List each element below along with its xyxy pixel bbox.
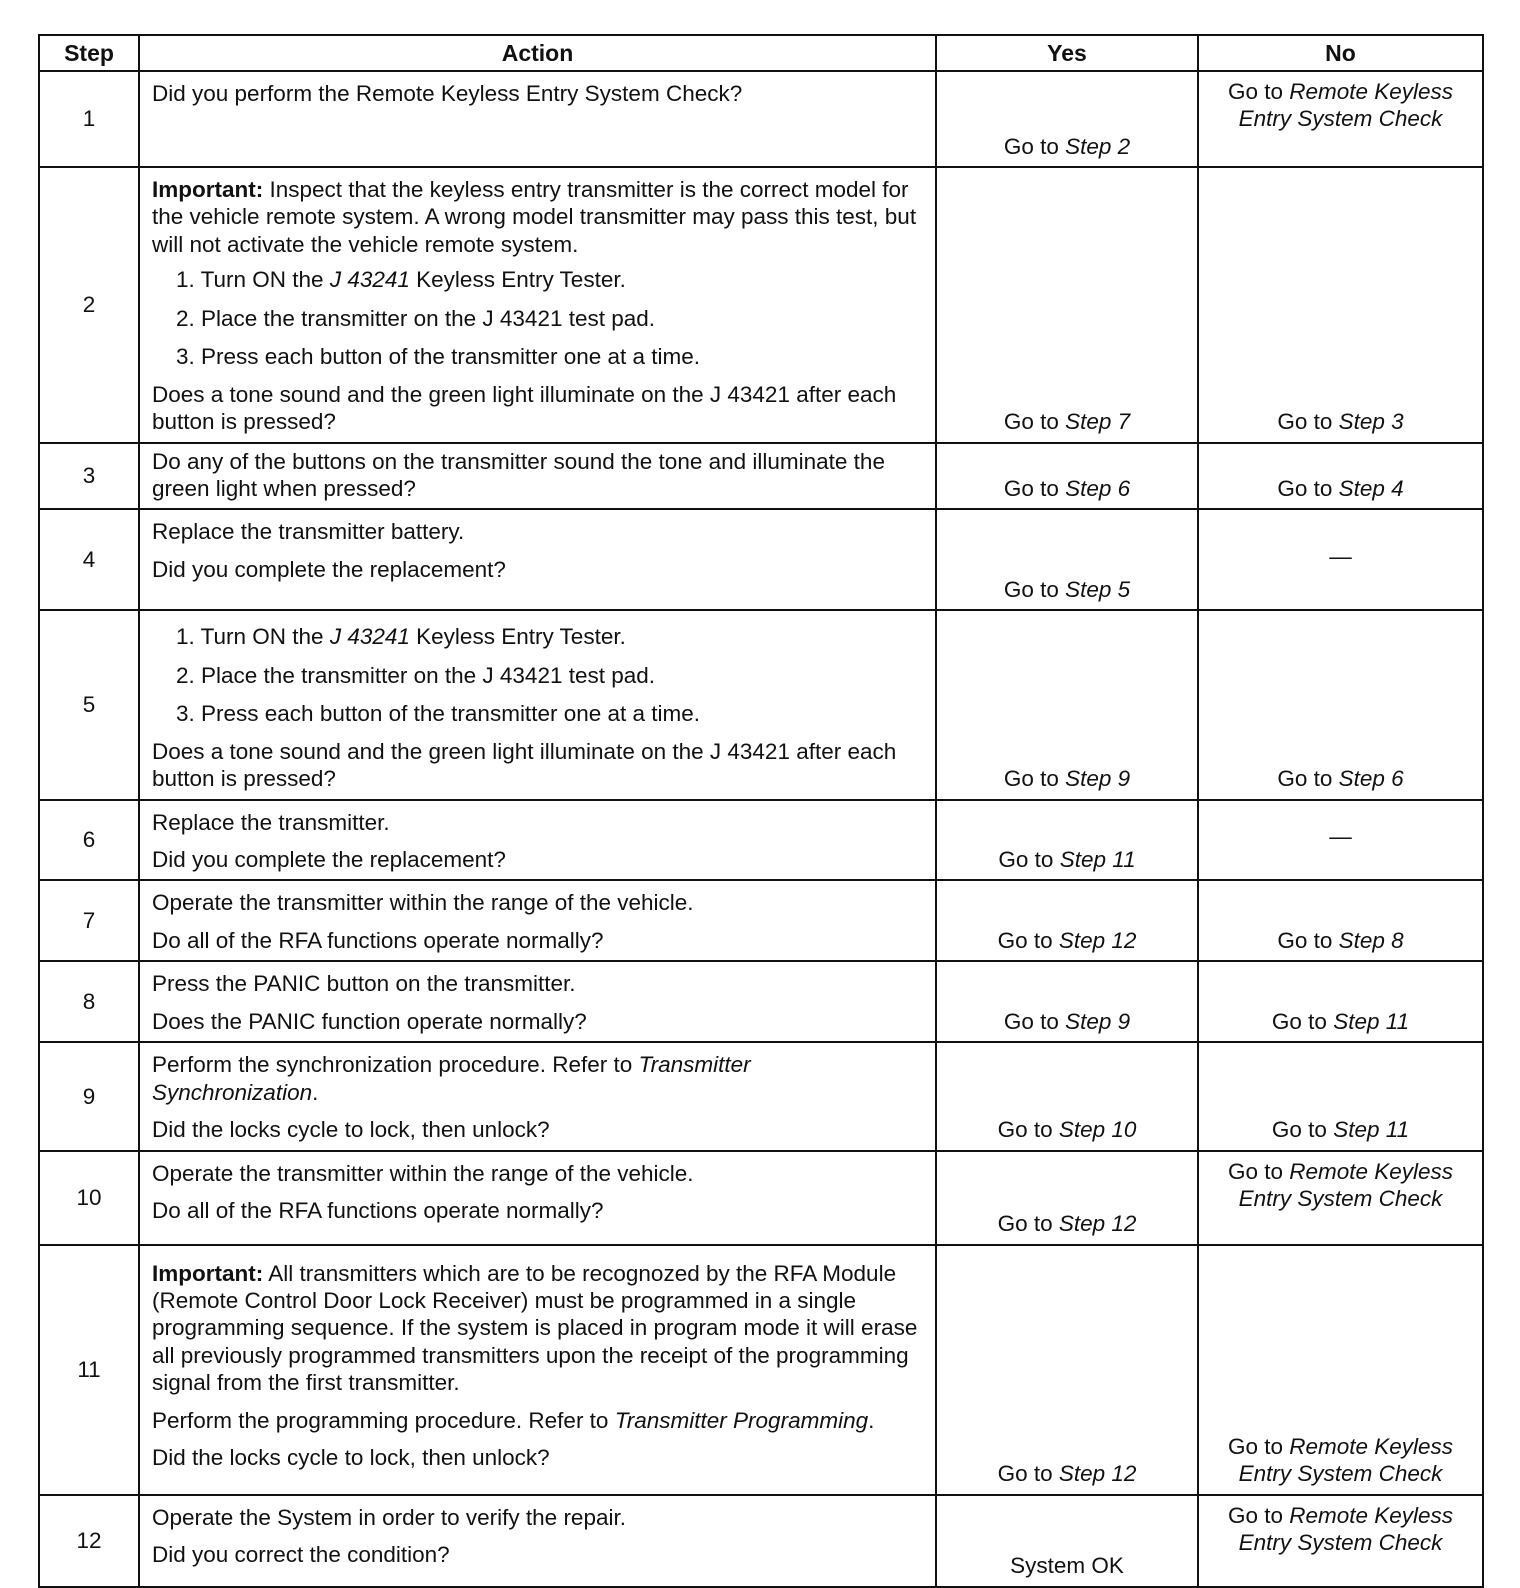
yes-ref: Step 6 <box>1065 475 1131 501</box>
step-number: 11 <box>39 1245 139 1495</box>
no-ref: Step 3 <box>1338 409 1404 435</box>
table-row <box>39 443 1483 510</box>
action-text: Replace the transmitter battery. <box>152 519 465 545</box>
question-text: Do any of the buttons on the transmitter sound the tone and illuminate the green light when pressed? <box>152 448 885 501</box>
yes-ref: Step 11 <box>1059 847 1136 872</box>
header-row <box>39 35 1483 71</box>
important-note: Important: All transmitters which are to be recognozed by the RFA Module (Remote Control Door Lock Receiver) must be programmed in a single programming sequence. If the system is placed in program mode it will erase all previously programmed transmitters upon the receipt of the programming signal from the first transmitter. <box>152 1260 918 1396</box>
table-row <box>39 610 1483 799</box>
question-text: Did you perform the Remote Keyless Entry System Check? <box>152 81 743 106</box>
step-number: 6 <box>39 800 139 881</box>
table-row <box>39 800 1483 881</box>
question-text: Did you correct the condition? <box>152 1541 450 1567</box>
table-row <box>39 961 1483 1042</box>
step-number: 3 <box>39 443 139 510</box>
yes-ref: Step 12 <box>1058 927 1137 953</box>
yes-ref: Step 7 <box>1065 409 1131 435</box>
question-text: Do all of the RFA functions operate normally? <box>152 927 604 953</box>
step-number: 5 <box>39 610 139 799</box>
step-number: 1 <box>39 71 139 167</box>
action-cell <box>139 1495 936 1587</box>
yes-cell: Go to Step 11 <box>936 800 1198 881</box>
no-cell: Go to Step 4 <box>1198 443 1483 510</box>
important-note: Important: Inspect that the keyless entry transmitter is the correct model for the vehicle remote system. A wrong model transmitter may pass this test, but will not activate the vehicle remote system. <box>152 177 917 257</box>
question-text: Does a tone sound and the green light illuminate on the J 43421 after each button is pressed? <box>152 738 897 792</box>
action-cell <box>139 443 936 510</box>
instruction-step: 2. Place the transmitter on the J 43421 test pad. <box>176 305 656 331</box>
instruction-step: 2. Place the transmitter on the J 43421 test pad. <box>176 662 656 688</box>
step-number: 8 <box>39 961 139 1042</box>
table-row <box>39 167 1483 443</box>
question-text: Did the locks cycle to lock, then unlock? <box>152 1445 550 1471</box>
action-text: Perform the synchronization procedure. Refer to Transmitter Synchronization. <box>152 1052 751 1105</box>
yes-cell: Go to Step 9 <box>936 961 1198 1042</box>
action-text: Press the PANIC button on the transmitter. <box>152 971 576 997</box>
no-ref: Remote Keyless Entry System Check <box>1238 1433 1454 1487</box>
action-cell <box>139 800 936 881</box>
step-number: 2 <box>39 167 139 443</box>
yes-cell: System OK <box>936 1495 1198 1587</box>
table-row <box>39 71 1483 167</box>
table-row <box>39 1495 1483 1587</box>
action-text: Operate the transmitter within the range of the vehicle. <box>152 1160 694 1186</box>
instruction-step: 3. Press each button of the transmitter one at a time. <box>176 701 701 727</box>
header-yes: Yes <box>936 35 1198 71</box>
step-number: 9 <box>39 1042 139 1150</box>
yes-cell: Go to Step 7 <box>936 167 1198 443</box>
no-cell: Go to Step 11 <box>1198 1042 1483 1150</box>
action-cell <box>139 509 936 610</box>
no-cell: Go to Remote Keyless Entry System Check <box>1198 71 1483 167</box>
no-cell: Go to Remote Keyless Entry System Check <box>1198 1245 1483 1495</box>
action-text: Operate the transmitter within the range of the vehicle. <box>152 890 694 916</box>
action-cell <box>139 610 936 799</box>
step-number: 4 <box>39 509 139 610</box>
step-number: 7 <box>39 880 139 961</box>
yes-ref: Step 2 <box>1065 133 1131 159</box>
yes-cell: Go to Step 12 <box>936 880 1198 961</box>
instruction-step: 3. Press each button of the transmitter one at a time. <box>176 344 701 370</box>
no-ref: Remote Keyless Entry System Check <box>1238 1502 1454 1555</box>
yes-ref: Step 9 <box>1065 766 1131 792</box>
yes-ref: Step 10 <box>1058 1117 1137 1143</box>
no-cell: Go to Step 8 <box>1198 880 1483 961</box>
no-ref: Step 11 <box>1333 1117 1410 1143</box>
no-ref: Step 11 <box>1333 1008 1410 1034</box>
action-text: Replace the transmitter. <box>152 809 390 835</box>
no-cell: Go to Remote Keyless Entry System Check <box>1198 1495 1483 1587</box>
no-ref: Step 6 <box>1338 766 1404 792</box>
header-no: No <box>1198 35 1483 71</box>
question-text: Did the locks cycle to lock, then unlock? <box>152 1117 550 1143</box>
yes-cell: Go to Step 9 <box>936 610 1198 799</box>
no-ref: Step 4 <box>1338 475 1404 501</box>
action-cell <box>139 1151 936 1245</box>
action-cell <box>139 880 936 961</box>
no-ref: Remote Keyless Entry System Check <box>1238 1158 1454 1211</box>
header-step: Step <box>39 35 139 71</box>
table-row <box>39 1042 1483 1150</box>
no-cell: — <box>1198 509 1483 610</box>
important-label: Important: <box>152 177 264 202</box>
no-cell: Go to Step 6 <box>1198 610 1483 799</box>
no-cell: Go to Step 11 <box>1198 961 1483 1042</box>
table-row <box>39 880 1483 961</box>
table-row <box>39 1245 1483 1495</box>
yes-ref: Step 12 <box>1058 1461 1137 1487</box>
question-text: Do all of the RFA functions operate normally? <box>152 1197 604 1223</box>
action-cell <box>139 961 936 1042</box>
action-text: Operate the System in order to verify the repair. <box>152 1504 626 1530</box>
no-cell: Go to Remote Keyless Entry System Check <box>1198 1151 1483 1245</box>
question-text: Does the PANIC function operate normally? <box>152 1008 587 1034</box>
yes-ref: Step 12 <box>1058 1211 1137 1237</box>
header-action: Action <box>139 35 936 71</box>
yes-cell: Go to Step 10 <box>936 1042 1198 1150</box>
question-text: Did you complete the replacement? <box>152 847 506 872</box>
yes-ref: Step 5 <box>1065 576 1131 602</box>
no-cell: Go to Step 3 <box>1198 167 1483 443</box>
table-row <box>39 509 1483 610</box>
important-label: Important: <box>152 1260 264 1286</box>
no-ref: Remote Keyless Entry System Check <box>1238 79 1454 132</box>
instruction-step: 1. Turn ON the J 43241 Keyless Entry Tester. <box>176 267 626 293</box>
yes-cell: Go to Step 6 <box>936 443 1198 510</box>
yes-cell: Go to Step 2 <box>936 71 1198 167</box>
action-cell <box>139 1245 936 1495</box>
no-cell: — <box>1198 800 1483 881</box>
table-row <box>39 1151 1483 1245</box>
no-ref: Step 8 <box>1338 927 1404 953</box>
question-text: Does a tone sound and the green light illuminate on the J 43421 after each button is pressed? <box>152 381 897 435</box>
action-cell <box>139 1042 936 1150</box>
yes-cell: Go to Step 12 <box>936 1245 1198 1495</box>
question-text: Did you complete the replacement? <box>152 556 506 582</box>
instruction-step: 1. Turn ON the J 43241 Keyless Entry Tester. <box>176 624 626 650</box>
yes-cell: Go to Step 12 <box>936 1151 1198 1245</box>
step-number: 10 <box>39 1151 139 1245</box>
yes-cell: Go to Step 5 <box>936 509 1198 610</box>
action-cell <box>139 71 936 167</box>
yes-ref: Step 9 <box>1065 1008 1131 1034</box>
diagnostic-table <box>38 34 1484 1588</box>
step-number: 12 <box>39 1495 139 1587</box>
action-cell <box>139 167 936 443</box>
action-text: Perform the programming procedure. Refer to Transmitter Programming. <box>152 1407 875 1433</box>
